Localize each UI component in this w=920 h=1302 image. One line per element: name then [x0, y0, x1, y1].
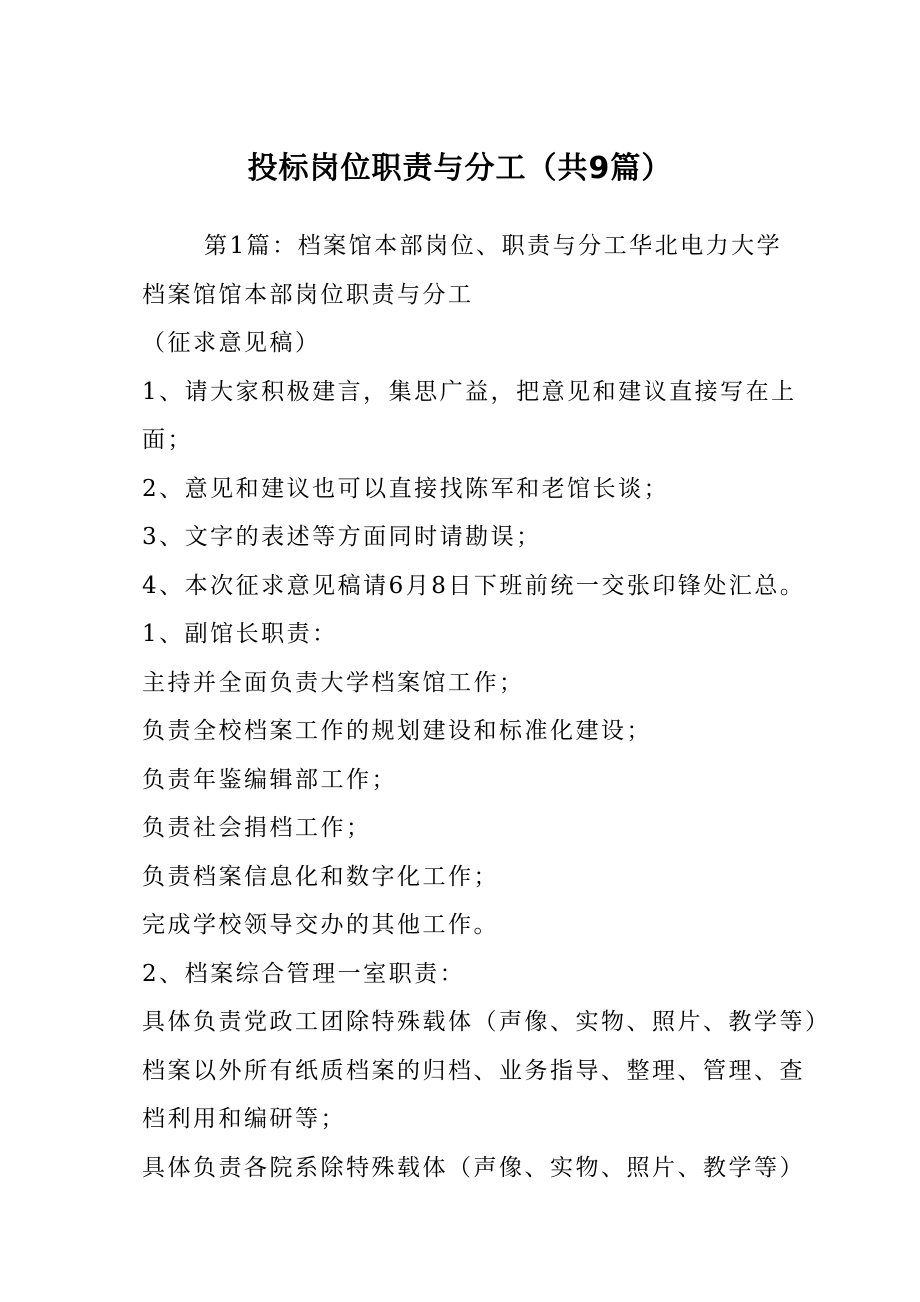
text-line: 主持并全面负责大学档案馆工作； — [142, 669, 525, 696]
text-line: 档利用和编研等； — [142, 1106, 346, 1132]
text-line: 负责年鉴编辑部工作； — [142, 766, 397, 793]
text-line: 3、文字的表述等方面同时请勘误； — [142, 524, 542, 550]
text-line: 完成学校领导交办的其他工作。 — [142, 912, 499, 938]
text-line: 档案馆馆本部岗位职责与分工 — [142, 281, 474, 308]
text-line: 4、本次征求意见稿请6月8日下班前统一交张印锋处汇总。 — [142, 572, 806, 599]
text-line: 负责社会捐档工作； — [142, 815, 372, 841]
document-title: 投标岗位职责与分工（共9篇） — [247, 151, 673, 186]
text-line: 1、副馆长职责： — [142, 621, 338, 647]
text-line: （征求意见稿） — [142, 330, 321, 356]
text-line: 具体负责党政工团除特殊载体（声像、实物、照片、教学等） — [142, 1009, 831, 1035]
text-line: 具体负责各院系除特殊载体（声像、实物、照片、教学等） — [142, 1154, 805, 1181]
text-line: 面； — [142, 427, 193, 453]
text-line: 2、档案综合管理一室职责： — [142, 960, 466, 987]
text-line: 第1篇：档案馆本部岗位、职责与分工华北电力大学 — [204, 233, 783, 259]
text-line: 负责档案信息化和数字化工作； — [142, 863, 499, 890]
text-line: 档案以外所有纸质档案的归档、业务指导、整理、管理、查 — [142, 1057, 805, 1084]
text-line: 1、请大家积极建言，集思广益，把意见和建议直接写在上 — [142, 378, 797, 405]
document-body — [142, 222, 831, 1192]
text-line: 负责全校档案工作的规划建设和标准化建设； — [142, 718, 652, 744]
text-line: 2、意见和建议也可以直接找陈军和老馆长谈； — [142, 475, 670, 502]
